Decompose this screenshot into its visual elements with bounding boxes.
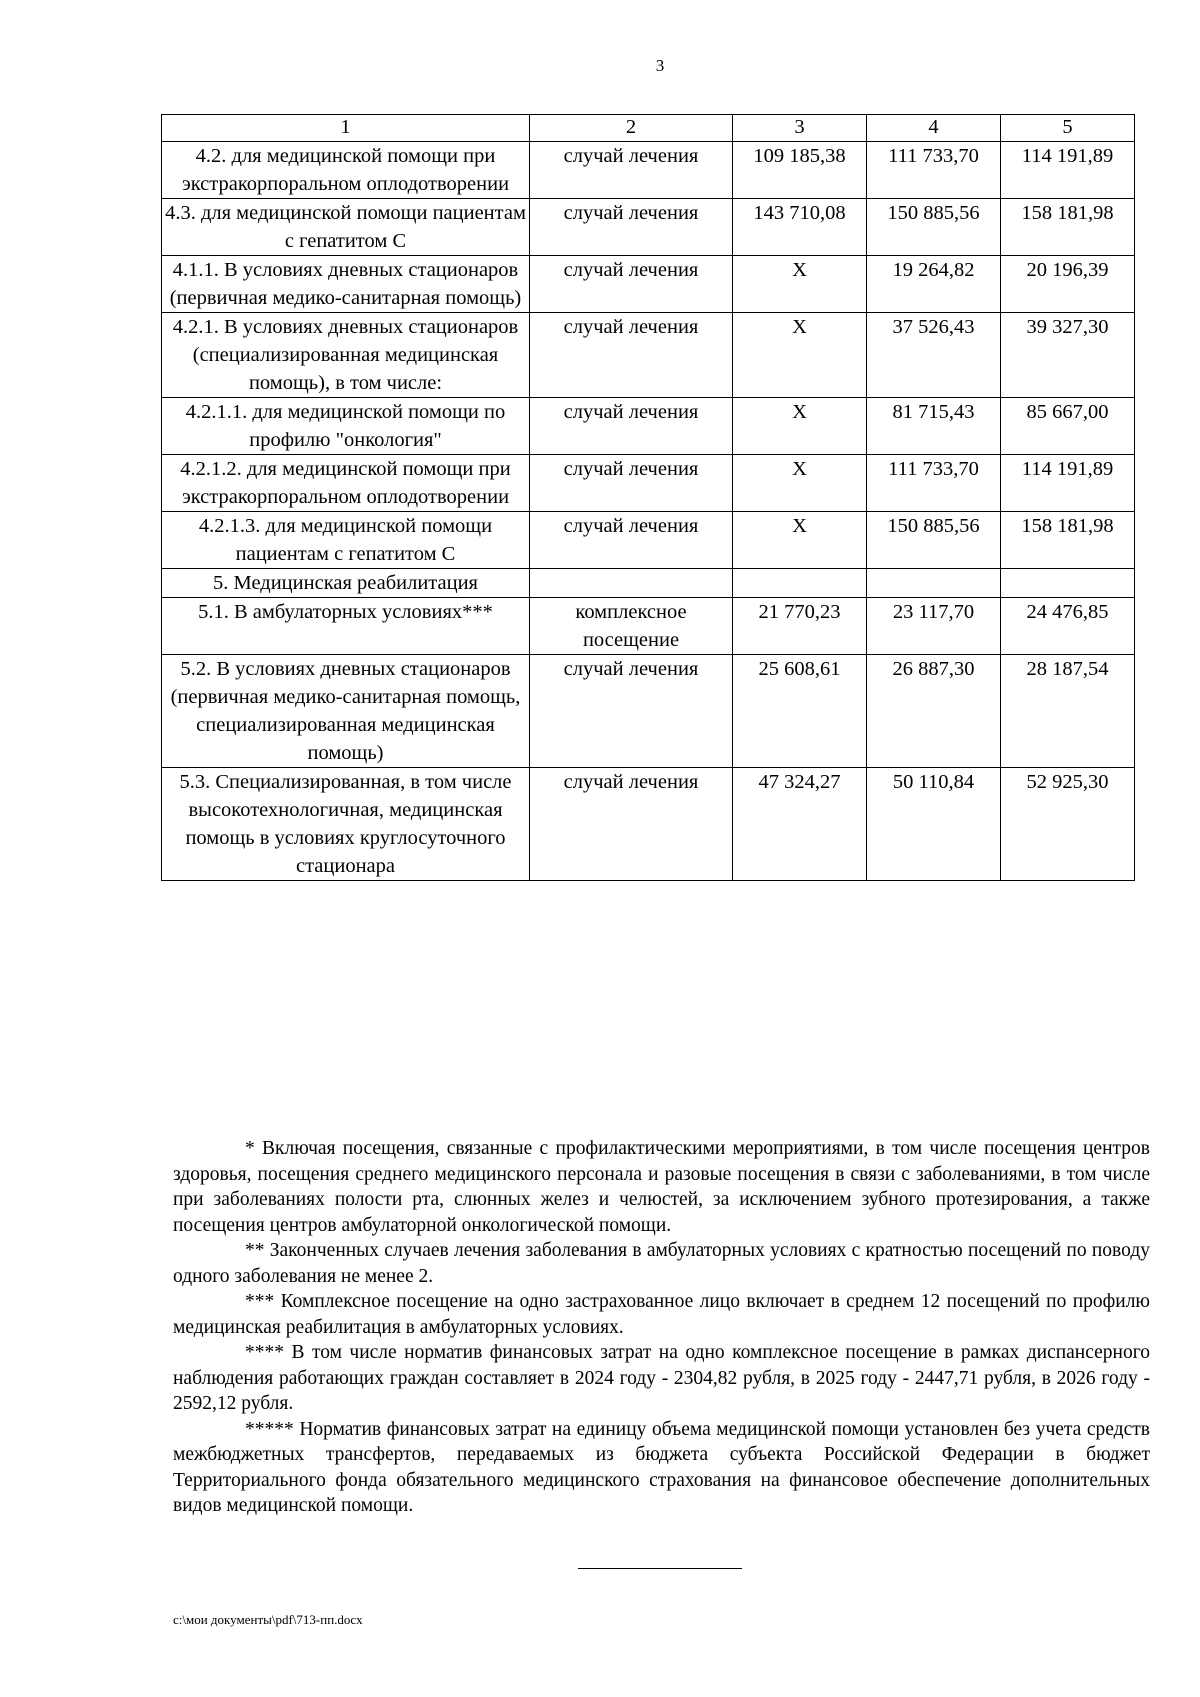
row-value-3-cell: 25 608,61 (733, 655, 867, 768)
table-row (162, 199, 1135, 256)
row-value-5-cell: 52 925,30 (1001, 768, 1135, 881)
row-value-3-cell: 21 770,23 (733, 598, 867, 655)
row-value-5-cell: 24 476,85 (1001, 598, 1135, 655)
row-value-3-cell: 47 324,27 (733, 768, 867, 881)
page-number-area (0, 56, 1200, 80)
row-value-5-cell: 158 181,98 (1001, 512, 1135, 569)
row-value-5-cell: 39 327,30 (1001, 313, 1135, 398)
row-value-4-cell: 50 110,84 (867, 768, 1001, 881)
row-name-cell: 5.2. В условиях дневных стационаров (первичная медико-санитарная помощь, специализированная медицинская помощь) (162, 655, 530, 768)
row-unit-cell: комплексное посещение (530, 598, 733, 655)
table-header-row (162, 115, 1135, 142)
row-unit-cell: случай лечения (530, 199, 733, 256)
row-value-5-cell: 20 196,39 (1001, 256, 1135, 313)
row-name-cell: 4.2.1.1. для медицинской помощи по профилю "онкология" (162, 398, 530, 455)
column-header-2: 2 (530, 115, 733, 142)
footnote-5: ***** Норматив финансовых затрат на единицу объема медицинской помощи установлен без учета средств межбюджетных трансфертов, передаваемых из бюджета субъекта Российской Федерации в бюджет Территориального фонда обязательного медицинского страхования на финансовое обеспечение дополнительных видов медицинской помощи. (173, 1418, 1150, 1516)
column-header-1: 1 (162, 115, 530, 142)
row-unit-cell: случай лечения (530, 455, 733, 512)
table-row (162, 256, 1135, 313)
row-value-4-cell (867, 569, 1001, 598)
row-unit-cell: случай лечения (530, 512, 733, 569)
table-row (162, 655, 1135, 768)
row-value-3-cell (733, 569, 867, 598)
table-row (162, 313, 1135, 398)
footnote-2: ** Законченных случаев лечения заболевания в амбулаторных условиях с кратностью посещений по поводу одного заболевания не менее 2. (173, 1240, 1150, 1287)
row-value-3-cell: X (733, 512, 867, 569)
table-row (162, 598, 1135, 655)
row-value-4-cell: 150 885,56 (867, 512, 1001, 569)
row-value-4-cell: 23 117,70 (867, 598, 1001, 655)
row-name-cell: 5.1. В амбулаторных условиях*** (162, 598, 530, 655)
row-value-4-cell: 111 733,70 (867, 455, 1001, 512)
row-value-3-cell: X (733, 455, 867, 512)
row-name-cell: 4.1.1. В условиях дневных стационаров (первичная медико-санитарная помощь) (162, 256, 530, 313)
row-value-3-cell: X (733, 313, 867, 398)
footer-file-path: c:\мои документы\pdf\713-пп.docx (173, 1612, 363, 1627)
row-name-cell: 4.2.1.3. для медицинской помощи пациентам с гепатитом С (162, 512, 530, 569)
row-value-4-cell: 111 733,70 (867, 142, 1001, 199)
table-row (162, 455, 1135, 512)
table-row (162, 768, 1135, 881)
row-value-4-cell: 26 887,30 (867, 655, 1001, 768)
row-name-cell: 5.3. Специализированная, в том числе высокотехнологичная, медицинская помощь в условиях круглосуточного стационара (162, 768, 530, 881)
table-row (162, 512, 1135, 569)
column-header-5: 5 (1001, 115, 1135, 142)
financial-norms-table (161, 114, 1135, 881)
row-value-4-cell: 81 715,43 (867, 398, 1001, 455)
end-separator-line (578, 1568, 742, 1569)
footnote-3: *** Комплексное посещение на одно застрахованное лицо включает в среднем 12 посещений по профилю медицинская реабилитация в амбулаторных условиях. (173, 1291, 1150, 1338)
table-row (162, 569, 1135, 598)
row-name-cell: 4.2.1. В условиях дневных стационаров (специализированная медицинская помощь), в том числе: (162, 313, 530, 398)
row-value-3-cell: X (733, 256, 867, 313)
page-number: 3 (655, 56, 665, 75)
row-name-cell: 4.2. для медицинской помощи при экстракорпоральном оплодотворении (162, 142, 530, 199)
column-header-3: 3 (733, 115, 867, 142)
row-unit-cell (530, 569, 733, 598)
row-value-3-cell: 109 185,38 (733, 142, 867, 199)
row-unit-cell: случай лечения (530, 655, 733, 768)
row-value-5-cell: 114 191,89 (1001, 142, 1135, 199)
row-unit-cell: случай лечения (530, 256, 733, 313)
row-unit-cell: случай лечения (530, 313, 733, 398)
row-value-4-cell: 37 526,43 (867, 313, 1001, 398)
row-value-4-cell: 150 885,56 (867, 199, 1001, 256)
footnote-1: * Включая посещения, связанные с профилактическими мероприятиями, в том числе посещения центров здоровья, посещения среднего медицинского персонала и разовые посещения в связи с заболеваниями, в том числе при заболеваниях полости рта, слюнных желез и челюстей, за исключением зубного протезирования, а также посещения центров амбулаторной онкологической помощи. (173, 1138, 1150, 1236)
row-value-5-cell (1001, 569, 1135, 598)
row-value-5-cell: 28 187,54 (1001, 655, 1135, 768)
footnote-4: **** В том числе норматив финансовых затрат на одно комплексное посещение в рамках диспансерного наблюдения работающих граждан составляет в 2024 году - 2304,82 рубля, в 2025 году - 2447,71 рубля, в 2026 году - 2592,12 рубля. (173, 1342, 1150, 1414)
row-unit-cell: случай лечения (530, 398, 733, 455)
row-name-cell: 4.2.1.2. для медицинской помощи при экстракорпоральном оплодотворении (162, 455, 530, 512)
table-row (162, 398, 1135, 455)
row-value-3-cell: 143 710,08 (733, 199, 867, 256)
column-header-4: 4 (867, 115, 1001, 142)
row-value-5-cell: 85 667,00 (1001, 398, 1135, 455)
table-row (162, 142, 1135, 199)
row-value-3-cell: X (733, 398, 867, 455)
row-value-5-cell: 114 191,89 (1001, 455, 1135, 512)
row-unit-cell: случай лечения (530, 768, 733, 881)
row-name-cell: 4.3. для медицинской помощи пациентам с гепатитом С (162, 199, 530, 256)
row-value-5-cell: 158 181,98 (1001, 199, 1135, 256)
row-value-4-cell: 19 264,82 (867, 256, 1001, 313)
row-unit-cell: случай лечения (530, 142, 733, 199)
row-name-cell: 5. Медицинская реабилитация (162, 569, 530, 598)
footnotes (173, 1136, 1150, 1519)
